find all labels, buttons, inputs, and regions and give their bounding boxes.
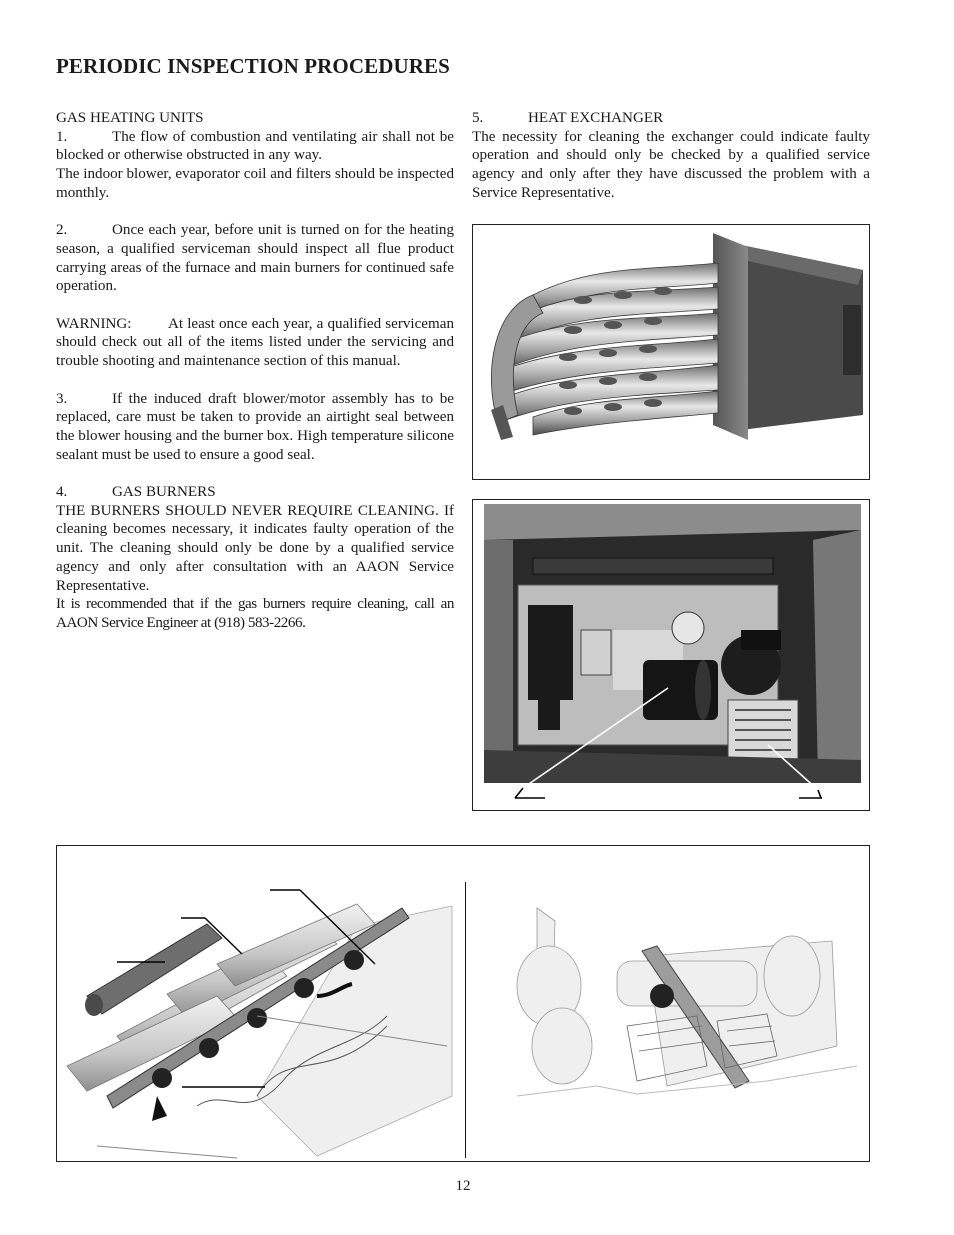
item-2-text: Once each year, before unit is turned on for the heating season, a qualified serviceman should inspect all flue product carrying areas of the furnace and main burners for continued safe operation.: [56, 222, 454, 295]
heat-exchanger-photo-icon: [473, 225, 868, 478]
burner-drawings-figure: [56, 845, 870, 1162]
item-5-heading: HEAT EXCHANGER: [528, 110, 664, 126]
warning-text: At least once each year, a qualified serviceman should check out all of the items listed under the servicing and trouble shooting and maintenance section of this manual.: [56, 315, 454, 370]
item-3: [56, 390, 454, 465]
item-4-heading-line: [56, 483, 454, 502]
right-column: [472, 109, 870, 203]
warning-label: WARNING:: [56, 315, 132, 332]
burner-box-photo-icon: [473, 500, 868, 809]
item-5-heading-line: [472, 109, 870, 128]
item-5-number: 5.: [472, 110, 484, 126]
page-number: 12: [455, 1178, 471, 1194]
heat-exchanger-figure: [472, 224, 870, 480]
drawing-divider: [465, 882, 466, 1158]
warning-paragraph: [56, 315, 454, 371]
item-4-text: THE BURNERS SHOULD NEVER REQUIRE CLEANING. If cleaning becomes necessary, it indicates faulty operation of the unit. The cleaning should only be done by a qualified service agency and only after consultation with an AAON Service Representative.: [56, 502, 454, 594]
item-1-text: The flow of combustion and ventilating air shall not be blocked or otherwise obstructed in any way.: [56, 128, 454, 164]
item-4-text-2: It is recommended that if the gas burners require cleaning, call an AAON Service Engineer at (918) 583-2266.: [56, 596, 454, 631]
burner-box-drawing-icon: [467, 846, 867, 1160]
item-1-number: 1.: [56, 128, 68, 145]
item-3-number: 3.: [56, 390, 68, 407]
item-2-number: 2.: [56, 222, 68, 239]
item-2: [56, 221, 454, 296]
item-4-number: 4.: [56, 484, 68, 500]
item-5-text: The necessity for cleaning the exchanger could indicate faulty operation and should only be checked by a qualified service agency and only after they have discussed the problem with a Service Representative.: [472, 128, 870, 201]
item-3-text: If the induced draft blower/motor assembly has to be replaced, care must be taken to provide an airtight seal between the blower housing and the burner box. High temperature silicone sealant must be used to ensure a good seal.: [56, 390, 454, 463]
item-1: [56, 128, 454, 165]
left-column: [56, 109, 454, 633]
burner-box-figure: [472, 499, 870, 811]
item-4-heading: GAS BURNERS: [112, 484, 216, 500]
page-title: PERIODIC INSPECTION PROCEDURES: [56, 54, 450, 78]
section-heading: GAS HEATING UNITS: [56, 110, 204, 126]
item-1-text-2: The indoor blower, evaporator coil and filters should be inspected monthly.: [56, 166, 454, 201]
burner-assembly-drawing-icon: [57, 846, 457, 1160]
